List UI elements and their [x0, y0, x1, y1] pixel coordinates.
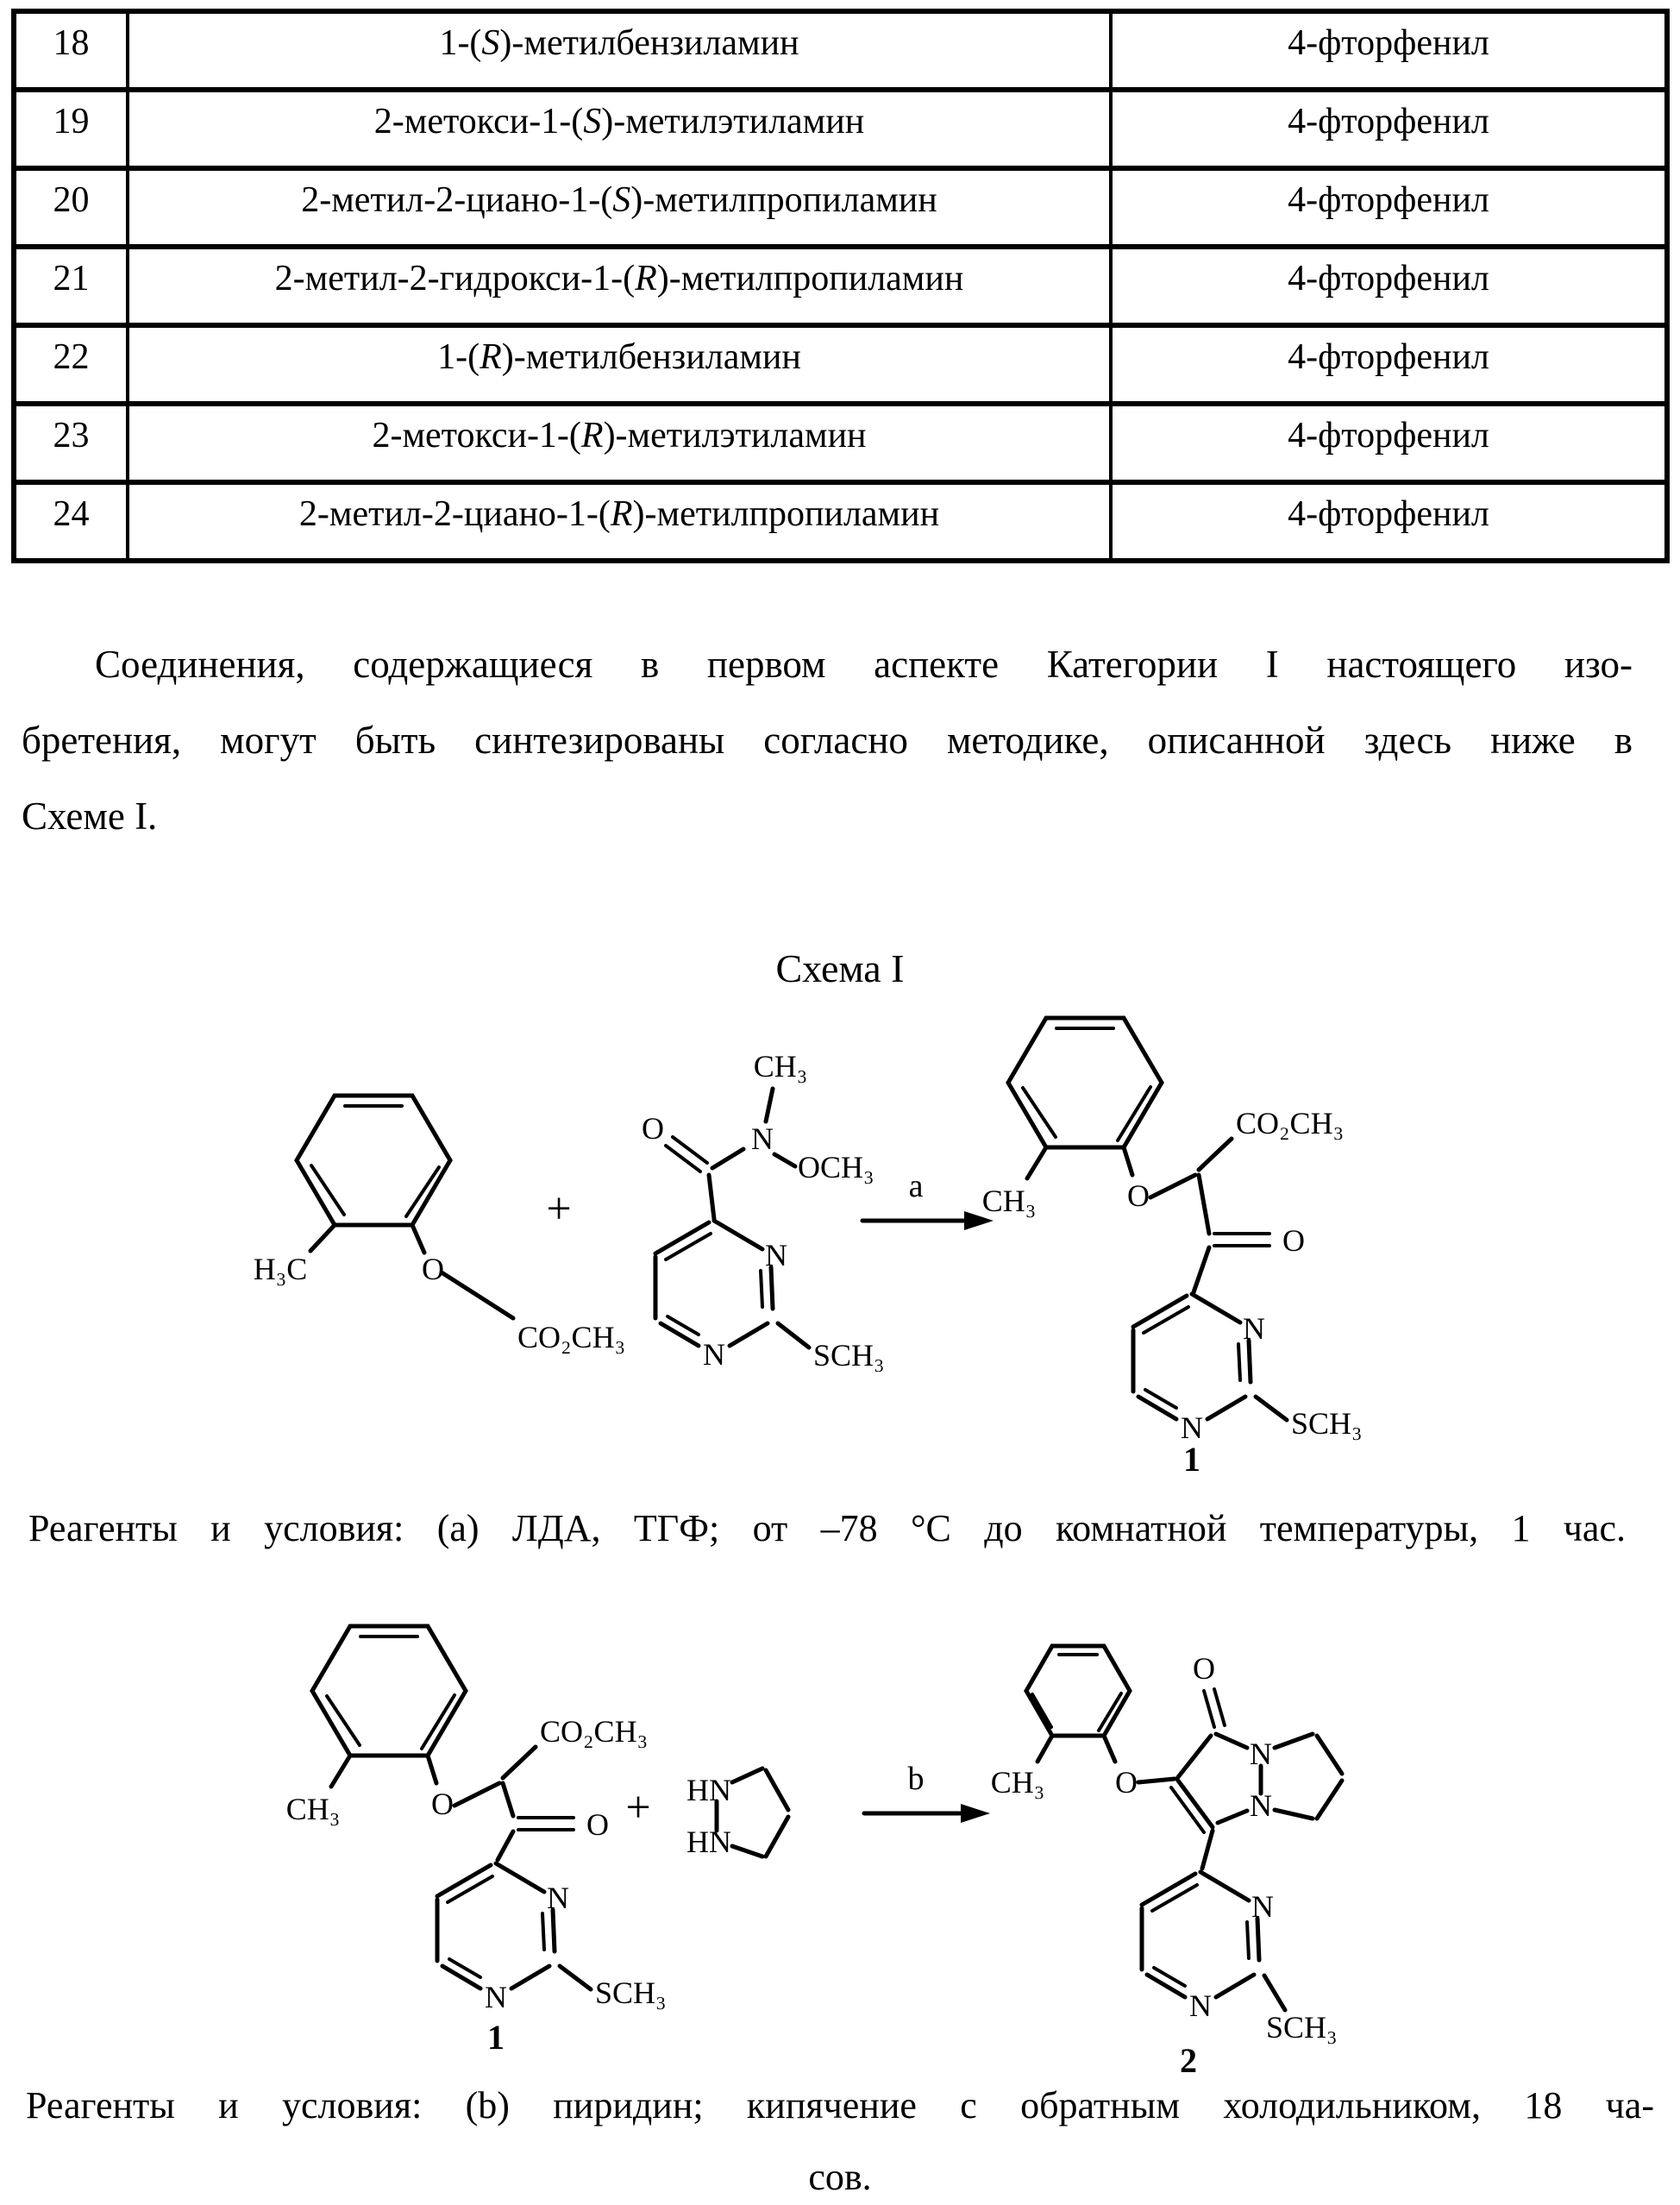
amine-name-cell	[128, 168, 1111, 247]
ether-oxygen-label: O	[1115, 1765, 1138, 1800]
stereo-descriptor: S	[612, 180, 631, 220]
amine-name-cell	[128, 404, 1111, 482]
amine-name-post: )-метилэтиламин	[601, 102, 865, 141]
compound-number-cell: 21	[14, 247, 128, 325]
scheme1-title: Схема I	[775, 946, 905, 990]
stereo-descriptor: R	[610, 494, 633, 534]
reaction-arrow-b	[864, 1761, 990, 1823]
plus-sign: +	[625, 1783, 651, 1832]
table-row	[14, 404, 1667, 482]
structure-pyrazolidine	[686, 1768, 788, 1859]
amine-name-post: )-метилбензиламин	[501, 337, 801, 377]
ketone-oxygen-label: O	[586, 1807, 609, 1842]
amine-name-pre: 2-метил-2-циано-1-(	[301, 180, 613, 220]
arrow-label: a	[908, 1168, 924, 1204]
paragraph-line: Соединения, содержащиеся в первом аспекте Категории I настоящего изо-	[95, 643, 1633, 686]
bonds	[297, 1096, 513, 1318]
amine-label: HN	[686, 1825, 731, 1859]
amine-name-cell	[128, 325, 1111, 404]
amine-name-cell	[128, 90, 1111, 168]
structure-compound-1	[286, 1626, 667, 2057]
r-group-cell: 4-фторфенил	[1111, 325, 1667, 404]
compound-number-cell: 19	[14, 90, 128, 168]
reaction-arrow-a	[862, 1168, 994, 1230]
carbonyl-oxygen-label: O	[642, 1111, 664, 1146]
r-group-cell: 4-фторфенил	[1111, 482, 1667, 561]
ring-nitrogen-label: N	[765, 1238, 787, 1272]
ketone-oxygen-label: O	[1282, 1223, 1305, 1258]
amine-name-cell	[128, 482, 1111, 561]
amine-name-cell	[128, 247, 1111, 325]
methyl-label: CH₃	[753, 1049, 808, 1084]
amine-name-post: )-метилэтиламин	[603, 416, 867, 455]
compound-number-cell: 22	[14, 325, 128, 404]
r-group-cell: 4-фторфенил	[1111, 90, 1667, 168]
ester-label: CO₂CH₃	[517, 1320, 626, 1354]
stereo-descriptor: R	[480, 337, 502, 377]
compound-number: 2	[1180, 2041, 1197, 2080]
table-row	[14, 90, 1667, 168]
table-row	[14, 325, 1667, 404]
ester-label: CO₂CH₃	[540, 1714, 649, 1749]
amine-name-post: )-метилпропиламин	[630, 180, 937, 220]
amine-name-cell	[128, 11, 1111, 90]
ring-nitrogen-label: N	[703, 1337, 725, 1372]
ether-oxygen-label: O	[1127, 1178, 1150, 1213]
amine-name-pre: 1-(	[439, 23, 482, 63]
table-row	[14, 11, 1667, 90]
fused-nitrogen-label: N	[1250, 1737, 1272, 1771]
table-row	[14, 247, 1667, 325]
scheme1-drawing	[0, 1001, 1680, 1501]
ester-label: CO₂CH₃	[1236, 1106, 1345, 1140]
reagents-a: Реагенты и условия: (a) ЛДА, ТГФ; от –78 °С до комнатной температуры, 1 час.	[28, 1507, 1626, 1549]
compound-number-cell: 23	[14, 404, 128, 482]
methyl-label: CH₃	[990, 1765, 1045, 1800]
amine-name-post: )-метилпропиламин	[632, 494, 940, 534]
table-row	[14, 168, 1667, 247]
amine-label: HN	[686, 1773, 731, 1807]
plus-sign: +	[546, 1184, 572, 1234]
ring-nitrogen-label: N	[1251, 1889, 1274, 1924]
compounds-table	[11, 9, 1670, 563]
ring-nitrogen-label: N	[1189, 1988, 1212, 2023]
amine-name-pre: 2-метил-2-циано-1-(	[298, 494, 611, 534]
arrow-head	[961, 1804, 990, 1823]
reagents-b: Реагенты и условия: (b) пиридин; кипячение с обратным холодильником, 18 ча-	[26, 2084, 1654, 2126]
paragraph-line: бретения, могут быть синтезированы согласно методике, описанной здесь ниже в	[22, 719, 1633, 762]
stereo-descriptor: R	[580, 416, 604, 455]
scheme2-drawing	[0, 1596, 1680, 2088]
thiomethyl-label: SCH₃	[595, 1976, 667, 2010]
ring-nitrogen-label: N	[485, 1980, 507, 2014]
bonds	[1008, 1018, 1287, 1420]
compounds-table-body	[14, 11, 1667, 561]
stereo-descriptor: S	[481, 23, 500, 63]
amine-name-pre: 2-метокси-1-(	[372, 416, 581, 455]
double-bonds	[1023, 1028, 1269, 1408]
amine-name-post: )-метилпропиламин	[656, 259, 964, 298]
structure-product-1	[982, 1018, 1363, 1479]
r-group-cell: 4-фторфенил	[1111, 247, 1667, 325]
compound-number-cell: 24	[14, 482, 128, 561]
ether-oxygen-label: O	[431, 1787, 454, 1821]
structure-weinreb-amide	[642, 1049, 885, 1373]
table-row	[14, 482, 1667, 561]
r-group-cell: 4-фторфенил	[1111, 168, 1667, 247]
methyl-label: CH₃	[981, 1184, 1037, 1218]
compound-number-cell: 20	[14, 168, 128, 247]
methoxy-label: OCH₃	[798, 1150, 874, 1184]
paragraph-line: Схеме I.	[22, 795, 158, 838]
amine-name-pre: 2-метил-2-гидрокси-1-(	[274, 259, 636, 298]
compound-number-cell: 18	[14, 11, 128, 90]
oxygen-label: O	[422, 1252, 444, 1286]
arrow-label: b	[907, 1761, 925, 1797]
stereo-descriptor: R	[635, 259, 657, 298]
amide-nitrogen-label: N	[751, 1121, 774, 1156]
reagents-b-continuation: сов.	[808, 2156, 872, 2198]
amine-name-post: )-метилбензиламин	[499, 23, 799, 63]
compound-number: 1	[1183, 1440, 1200, 1479]
amine-name-pre: 1-(	[437, 337, 480, 377]
ring-nitrogen-label: N	[547, 1881, 569, 1915]
r-group-cell: 4-фторфенил	[1111, 404, 1667, 482]
amine-name-pre: 2-метокси-1-(	[373, 102, 584, 141]
bonds	[1026, 1646, 1342, 2010]
r-group-cell: 4-фторфенил	[1111, 11, 1667, 90]
methyl-label: CH₃	[285, 1792, 341, 1826]
ring-nitrogen-label: N	[1243, 1311, 1265, 1346]
double-bonds	[311, 1106, 439, 1216]
structure-product-2	[991, 1646, 1342, 2080]
thiomethyl-label: SCH₃	[813, 1338, 885, 1373]
body-paragraph	[22, 626, 1633, 854]
compound-number: 1	[487, 2018, 505, 2057]
methyl-label: H₃C	[253, 1252, 308, 1286]
stereo-descriptor: S	[583, 102, 602, 141]
thiomethyl-label: SCH₃	[1266, 2010, 1338, 2045]
lactam-oxygen-label: O	[1193, 1651, 1215, 1686]
fused-nitrogen-label: N	[1250, 1788, 1272, 1823]
ring-nitrogen-label: N	[1181, 1410, 1203, 1445]
bonds	[655, 1089, 809, 1348]
thiomethyl-label: SCH₃	[1291, 1406, 1363, 1441]
